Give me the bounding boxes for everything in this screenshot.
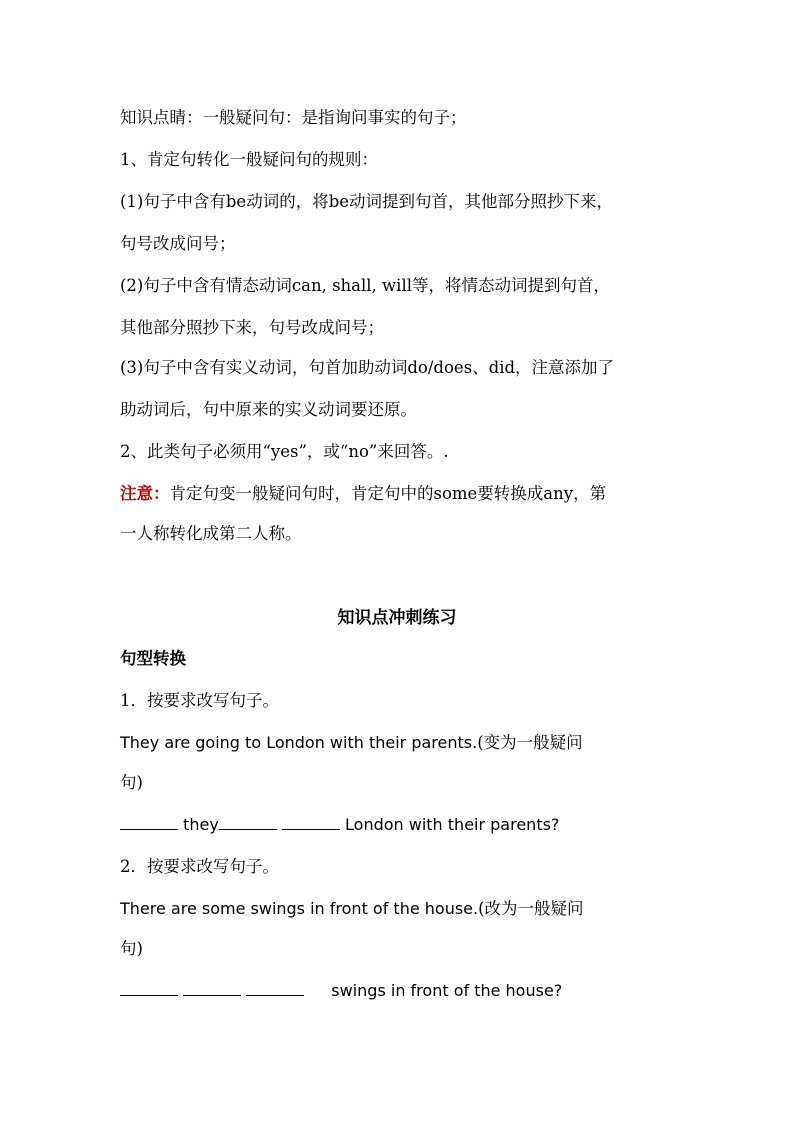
question-1-hint-a: (变为一般疑问: [477, 733, 583, 752]
note-label: 注意：: [120, 484, 170, 503]
question-2-sentence: There are some swings in front of the house.: [120, 899, 479, 918]
question-2-hint-b: 句): [120, 939, 143, 958]
rule-2-line-a: (2)句子中含有情态动词can, shall, will等，将情态动词提到句首，: [120, 276, 610, 295]
rule-3-line-a: (3)句子中含有实义动词，句首加助动词do/does、did，注意添加了: [120, 358, 615, 377]
practice-title: 知识点冲刺练习: [337, 608, 457, 628]
rule-2-line-b: 其他部分照抄下来，句号改成问号；: [120, 318, 384, 337]
rule-1-line-b: 句号改成问号；: [120, 234, 236, 253]
intro-line-1: 知识点睛：一般疑问句：是指询问事实的句子；: [120, 108, 467, 127]
answer-blank[interactable]: [246, 981, 304, 996]
question-1-answer-word: they: [183, 815, 219, 834]
question-1-sentence-line: [120, 731, 690, 755]
answer-blank[interactable]: [120, 815, 178, 830]
question-1-hint-b: 句): [120, 773, 143, 792]
answer-blank[interactable]: [183, 981, 241, 996]
intro-line-3: 2、此类句子必须用“yes”，或“no”来回答。.: [120, 442, 449, 461]
intro-line-2: 1、肯定句转化一般疑问句的规则：: [120, 150, 378, 169]
answer-blank[interactable]: [282, 815, 340, 830]
question-2-answer-tail: swings in front of the house?: [331, 981, 563, 1000]
question-2-sentence-line: [120, 897, 690, 921]
note-line-a: [120, 482, 690, 506]
note-text-a: 肯定句变一般疑问句时，肯定句中的some要转换成any，第: [169, 484, 607, 503]
note-line-b: 一人称转化成第二人称。: [120, 524, 302, 543]
question-1-answer-line: [120, 813, 690, 837]
question-1-label: 1．按要求改写句子。: [120, 691, 279, 710]
question-2-answer-line: [120, 979, 690, 1003]
answer-blank[interactable]: [120, 981, 178, 996]
rule-3-line-b: 助动词后，句中原来的实义动词要还原。: [120, 400, 417, 419]
question-2-label: 2．按要求改写句子。: [120, 857, 279, 876]
rule-1-line-a: (1)句子中含有be动词的，将be动词提到句首，其他部分照抄下来，: [120, 192, 614, 211]
question-2-hint-a: (改为一般疑问: [478, 899, 584, 918]
question-1-answer-tail: London with their parents?: [345, 815, 560, 834]
section-heading: 句型转换: [120, 649, 186, 668]
answer-blank[interactable]: [219, 815, 277, 830]
question-1-sentence: They are going to London with their parents.: [120, 733, 478, 752]
